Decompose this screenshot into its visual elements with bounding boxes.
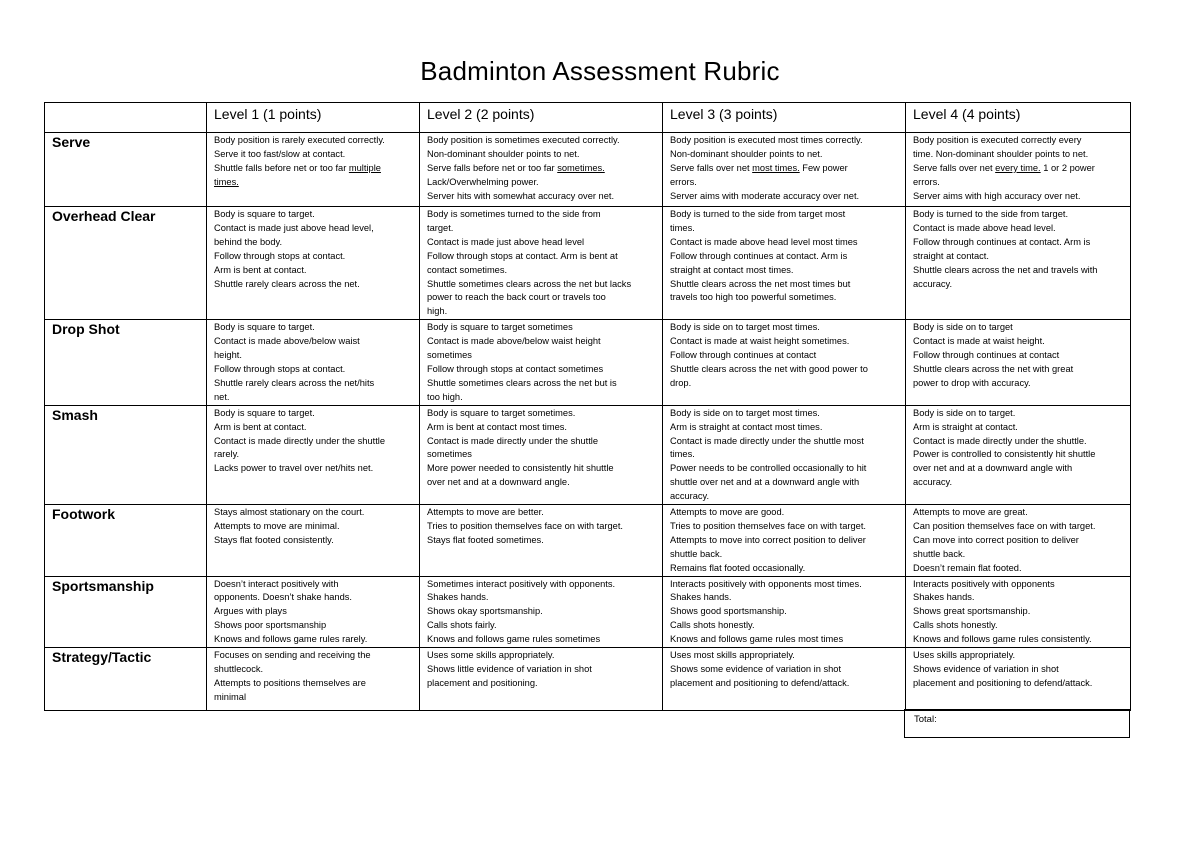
description-line: Calls shots honestly.: [913, 620, 998, 631]
description-line: Serve falls over net most times. Few power: [670, 162, 848, 173]
underlined-text: multiple: [348, 162, 381, 173]
description-line: shuttle back.: [913, 548, 966, 559]
description-line: power to drop with accuracy.: [913, 377, 1031, 388]
description-line: accuracy.: [670, 491, 710, 502]
description-line: [214, 176, 419, 190]
description-line: Can position themselves face on with target.: [913, 520, 1096, 531]
description-line: Arm is bent at contact most times.: [427, 421, 568, 432]
criterion-cell: Sportsmanship: [45, 576, 207, 648]
description-line: Attempts to move are good.: [670, 507, 785, 518]
total-box: [904, 709, 1130, 738]
description-line: rarely.: [214, 449, 240, 460]
description-line: times.: [670, 449, 695, 460]
description-line: Shuttle falls before net or too far multiple: [214, 162, 381, 173]
page-title: Badminton Assessment Rubric: [420, 56, 780, 86]
description-line: Shuttle clears across the net most times but: [670, 278, 851, 289]
rubric-body: [45, 133, 1131, 711]
level-2-description: [420, 207, 663, 320]
rubric-row: [45, 405, 1131, 504]
description-line: Can move into correct position to deliver: [913, 534, 1079, 545]
description-line: Body is square to target.: [214, 209, 315, 219]
description-line: opponents. Doesn’t shake hands.: [214, 592, 353, 603]
description-line: Shakes hands.: [427, 592, 489, 603]
level-4-description: [906, 320, 1131, 405]
description-line: Tries to position themselves face on with target.: [427, 520, 624, 531]
description-line: Body position is executed correctly every: [913, 135, 1082, 145]
level-4-description: [906, 505, 1131, 577]
description-line: Body position is executed most times correctly.: [670, 135, 863, 145]
description-line: Shows little evidence of variation in shot: [427, 664, 592, 674]
description-line: Contact is made above head level.: [913, 222, 1056, 233]
description-line: Tries to position themselves face on with target.: [670, 520, 867, 531]
rubric-row: [45, 207, 1131, 320]
description-line: sometimes: [427, 350, 472, 361]
description-line: Shuttle clears across the net with great: [913, 363, 1074, 374]
description-line: Follow through stops at contact.: [214, 250, 346, 261]
description-line: Contact is made at waist height.: [913, 336, 1045, 347]
description-line: accuracy.: [913, 278, 953, 289]
description-line: Contact is made directly under the shuttle.: [913, 435, 1087, 446]
description-line: More power needed to consistently hit shuttle: [427, 463, 614, 474]
description-line: travels too high too powerful sometimes.: [670, 292, 837, 303]
level-3-description: [663, 576, 906, 648]
description-line: placement and positioning to defend/attack.: [670, 677, 850, 688]
description-line: Shows some evidence of variation in shot: [670, 664, 842, 674]
level-1-description: [207, 576, 420, 648]
header-cell-level-3: Level 3 (3 points): [663, 103, 906, 133]
description-line: Attempts to move into correct position to deliver: [670, 534, 866, 545]
rubric-row: [45, 505, 1131, 577]
description-line: Body is square to target sometimes.: [427, 407, 576, 418]
underlined-text: sometimes.: [557, 162, 605, 173]
header-cell-level-2: Level 2 (2 points): [420, 103, 663, 133]
description-line: Body is side on to target: [913, 322, 1013, 333]
description-line: errors.: [913, 176, 940, 187]
total-label: Total:: [914, 714, 937, 725]
level-3-description: [663, 320, 906, 405]
description-line: Serve falls before net or too far sometimes.: [427, 162, 605, 173]
rubric-row: [45, 576, 1131, 648]
level-2-description: [420, 505, 663, 577]
description-line: placement and positioning.: [427, 677, 538, 688]
description-line: errors.: [670, 176, 697, 187]
level-1-description: [207, 207, 420, 320]
description-line: Attempts to move are great.: [913, 507, 1028, 518]
description-line: Sometimes interact positively with opponents.: [427, 578, 616, 589]
level-2-description: [420, 648, 663, 711]
description-line: shuttlecock.: [214, 664, 264, 674]
description-line: Knows and follows game rules rarely.: [214, 634, 368, 645]
description-line: straight at contact most times.: [670, 264, 794, 275]
description-line: Body is square to target.: [214, 322, 315, 333]
description-line: Calls shots honestly.: [670, 620, 755, 631]
description-line: target.: [427, 222, 454, 233]
rubric-row: [45, 320, 1131, 405]
level-4-description: [906, 576, 1131, 648]
description-line: Arm is straight at contact.: [913, 421, 1018, 432]
description-line: Lacks power to travel over net/hits net.: [214, 463, 374, 474]
description-line: minimal: [214, 691, 247, 702]
description-line: Contact is made directly under the shuttle most: [670, 435, 864, 446]
description-line: Follow through continues at contact. Arm is: [913, 236, 1091, 247]
header-row: [45, 103, 1131, 133]
description-line: Shuttle clears across the net with good power to: [670, 363, 868, 374]
description-line: Contact is made above/below waist height: [427, 336, 601, 347]
level-4-description: [906, 207, 1131, 320]
description-line: Uses some skills appropriately.: [427, 650, 555, 661]
description-line: behind the body.: [214, 236, 283, 247]
description-line: Uses most skills appropriately.: [670, 650, 795, 661]
description-line: Body position is sometimes executed correctly.: [427, 135, 620, 145]
underlined-text: most times.: [752, 162, 800, 173]
description-line: Contact is made above head level most times: [670, 236, 858, 247]
description-line: Body is side on to target.: [913, 407, 1016, 418]
description-line: over net and at a downward angle.: [427, 477, 570, 488]
description-line: Shows poor sportsmanship: [214, 620, 327, 631]
description-line: Shakes hands.: [913, 592, 975, 603]
description-line: Shows okay sportsmanship.: [427, 606, 543, 617]
description-line: Shuttle rarely clears across the net/hits: [214, 377, 375, 388]
description-line: Argues with plays: [214, 606, 287, 617]
header-cell-criteria: [45, 103, 207, 133]
description-line: Power needs to be controlled occasionally to hit: [670, 463, 867, 474]
description-line: high.: [427, 306, 448, 317]
level-3-description: [663, 133, 906, 207]
level-2-description: [420, 576, 663, 648]
description-line: times.: [670, 222, 695, 233]
rubric-row: [45, 648, 1131, 711]
description-line: Contact is made just above head level,: [214, 222, 374, 233]
description-line: drop.: [670, 377, 692, 388]
description-line: Follow through stops at contact sometimes: [427, 363, 604, 374]
description-line: Follow through continues at contact: [913, 350, 1060, 361]
description-line: Lack/Overwhelming power.: [427, 176, 539, 187]
description-line: Contact is made at waist height sometimes.: [670, 336, 850, 347]
description-line: Follow through stops at contact. Arm is bent at: [427, 250, 618, 261]
criterion-cell: Drop Shot: [45, 320, 207, 405]
description-line: power to reach the back court or travels too: [427, 292, 606, 303]
description-line: Body is side on to target most times.: [670, 407, 820, 418]
description-line: Contact is made directly under the shuttle: [427, 435, 599, 446]
rubric-table: [44, 102, 1131, 711]
description-line: Body is sometimes turned to the side from: [427, 209, 601, 219]
description-line: placement and positioning to defend/attack.: [913, 677, 1093, 688]
level-4-description: [906, 648, 1131, 711]
description-line: Arm is bent at contact.: [214, 264, 307, 275]
description-line: Calls shots fairly.: [427, 620, 497, 631]
underlined-text: every time.: [995, 162, 1041, 173]
level-1-description: [207, 648, 420, 711]
level-4-description: [906, 405, 1131, 504]
description-line: Doesn’t interact positively with: [214, 578, 339, 589]
level-2-description: [420, 133, 663, 207]
description-line: net.: [214, 391, 230, 402]
criterion-cell: Strategy/Tactic: [45, 648, 207, 711]
description-line: Doesn’t remain flat footed.: [913, 562, 1022, 573]
level-3-description: [663, 505, 906, 577]
level-2-description: [420, 405, 663, 504]
description-line: Contact is made just above head level: [427, 236, 585, 247]
description-line: Knows and follows game rules consistently.: [913, 634, 1092, 645]
description-line: sometimes: [427, 449, 472, 460]
description-line: Shuttle sometimes clears across the net but lacks: [427, 278, 632, 289]
description-line: shuttle back.: [670, 548, 723, 559]
level-3-description: [663, 405, 906, 504]
rubric-row: [45, 133, 1131, 207]
description-line: Arm is bent at contact.: [214, 421, 307, 432]
level-1-description: [207, 133, 420, 207]
criterion-cell: Footwork: [45, 505, 207, 577]
description-line: Shuttle rarely clears across the net.: [214, 278, 360, 289]
description-line: Interacts positively with opponents most times.: [670, 578, 862, 589]
description-line: Knows and follows game rules sometimes: [427, 634, 601, 645]
description-line: Server hits with somewhat accuracy over net.: [427, 190, 615, 201]
description-line: Body is square to target.: [214, 407, 315, 418]
underlined-text: times.: [214, 176, 239, 187]
description-line: contact sometimes.: [427, 264, 508, 275]
description-line: too high.: [427, 391, 463, 402]
description-line: Remains flat footed occasionally.: [670, 562, 806, 573]
description-line: Body is turned to the side from target most: [670, 209, 846, 219]
description-line: Body position is rarely executed correctly.: [214, 135, 385, 145]
level-3-description: [663, 648, 906, 711]
description-line: Stays flat footed consistently.: [214, 534, 334, 545]
description-line: over net and at a downward angle with: [913, 463, 1073, 474]
description-line: shuttle over net and at a downward angle with: [670, 477, 860, 488]
description-line: height.: [214, 350, 242, 361]
description-line: Follow through continues at contact: [670, 350, 817, 361]
description-line: Attempts to positions themselves are: [214, 677, 366, 688]
description-line: Body is turned to the side from target.: [913, 209, 1069, 219]
description-line: Body is side on to target most times.: [670, 322, 820, 333]
description-line: Non-dominant shoulder points to net.: [670, 148, 823, 159]
level-1-description: [207, 505, 420, 577]
description-line: Shows evidence of variation in shot: [913, 664, 1059, 674]
description-line: Serve it too fast/slow at contact.: [214, 148, 346, 159]
description-line: Shakes hands.: [670, 592, 732, 603]
description-line: Interacts positively with opponents: [913, 578, 1055, 589]
description-line: Attempts to move are better.: [427, 507, 544, 518]
header-cell-level-4: Level 4 (4 points): [906, 103, 1131, 133]
description-line: Attempts to move are minimal.: [214, 520, 340, 531]
description-line: Stays almost stationary on the court.: [214, 507, 365, 518]
level-4-description: [906, 133, 1131, 207]
level-2-description: [420, 320, 663, 405]
criterion-cell: Smash: [45, 405, 207, 504]
description-line: Arm is straight at contact most times.: [670, 421, 823, 432]
level-3-description: [663, 207, 906, 320]
description-line: Uses skills appropriately.: [913, 650, 1016, 661]
description-line: accuracy.: [913, 477, 953, 488]
description-line: Knows and follows game rules most times: [670, 634, 844, 645]
description-line: Shuttle clears across the net and travels with: [913, 264, 1098, 275]
description-line: Contact is made above/below waist: [214, 336, 360, 347]
description-line: Non-dominant shoulder points to net.: [427, 148, 580, 159]
level-1-description: [207, 320, 420, 405]
description-line: Stays flat footed sometimes.: [427, 534, 544, 545]
criterion-cell: Overhead Clear: [45, 207, 207, 320]
description-line: Focuses on sending and receiving the: [214, 650, 371, 661]
description-line: Follow through continues at contact. Arm is: [670, 250, 848, 261]
description-line: Serve falls over net every time. 1 or 2 power: [913, 162, 1095, 173]
description-line: Shows good sportsmanship.: [670, 606, 787, 617]
description-line: Body is square to target sometimes: [427, 322, 573, 333]
description-line: Server aims with moderate accuracy over net.: [670, 190, 860, 201]
header-cell-level-1: Level 1 (1 points): [207, 103, 420, 133]
description-line: Power is controlled to consistently hit shuttle: [913, 449, 1096, 460]
description-line: time. Non-dominant shoulder points to net.: [913, 148, 1089, 159]
description-line: straight at contact.: [913, 250, 989, 261]
description-line: Shows great sportsmanship.: [913, 606, 1031, 617]
description-line: Server aims with high accuracy over net.: [913, 190, 1081, 201]
level-1-description: [207, 405, 420, 504]
description-line: Shuttle sometimes clears across the net but is: [427, 377, 617, 388]
description-line: Follow through stops at contact.: [214, 363, 346, 374]
criterion-cell: Serve: [45, 133, 207, 207]
description-line: Contact is made directly under the shuttle: [214, 435, 386, 446]
